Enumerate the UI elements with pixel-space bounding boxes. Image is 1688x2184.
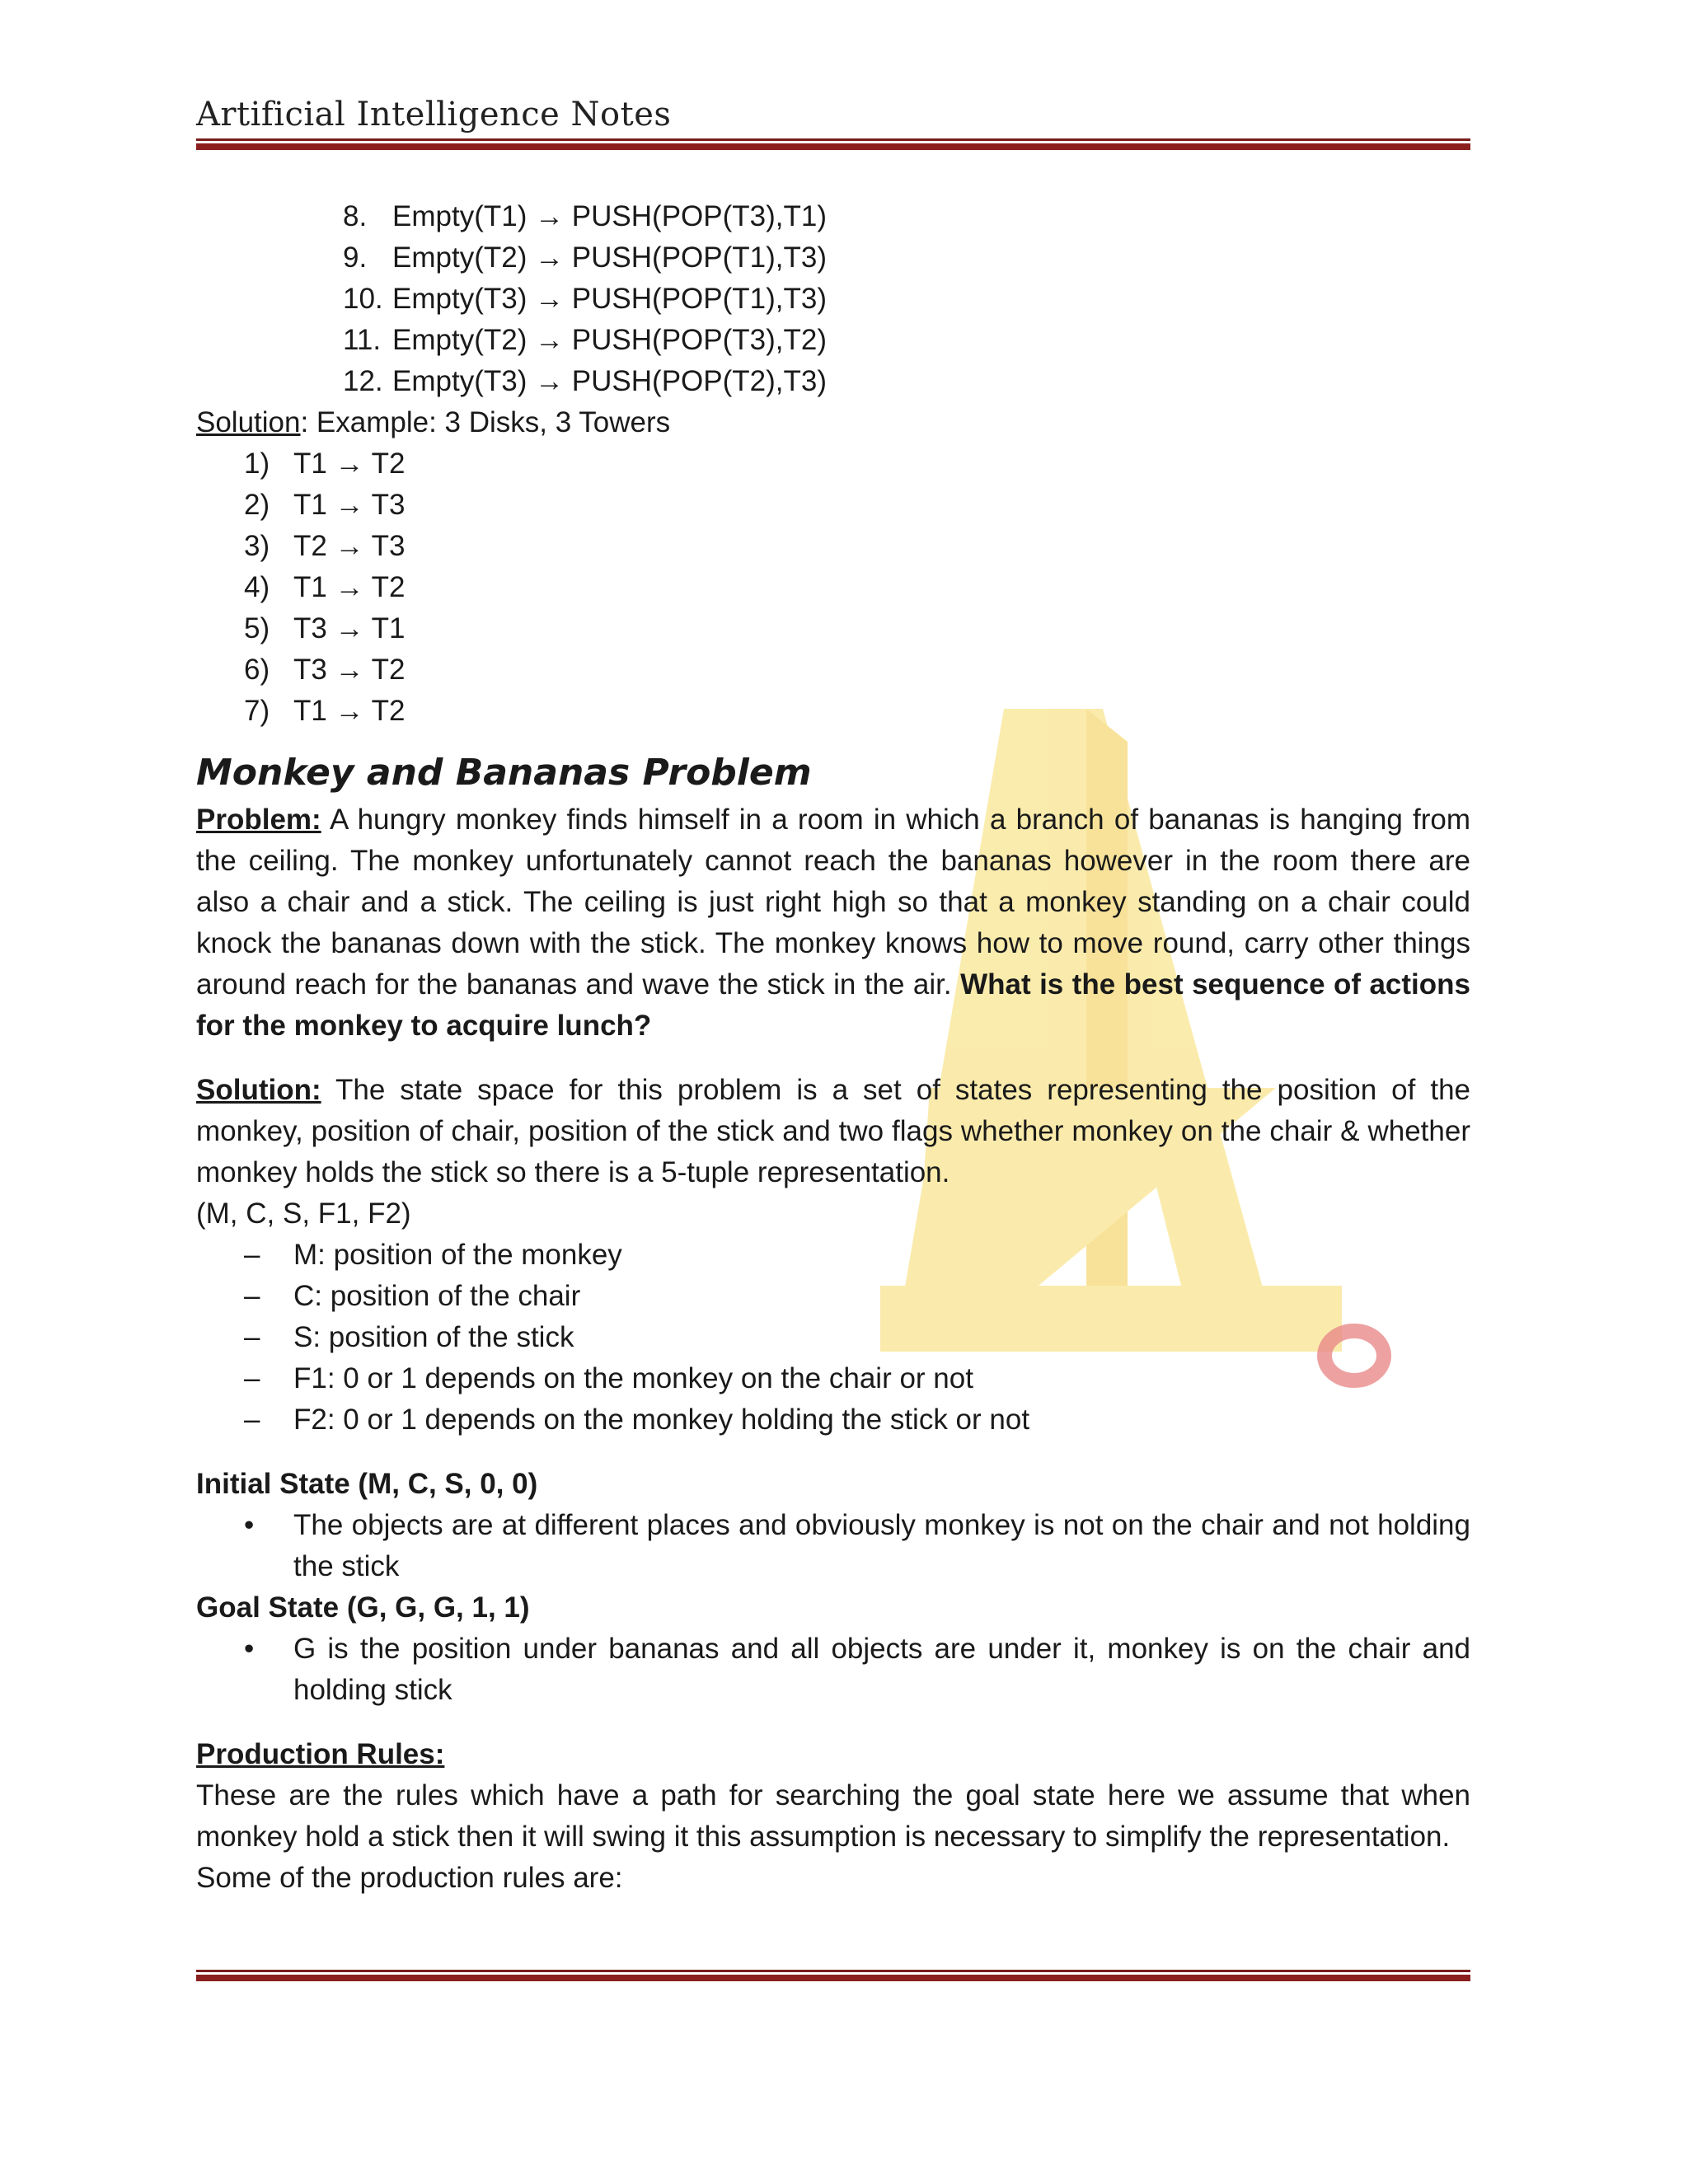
move-item: 7) T1 → T2: [244, 695, 406, 727]
solution-label-2: Solution:: [196, 1074, 321, 1106]
footer-rule: [196, 1970, 1470, 1981]
solution-text: The state space for this problem is a set of states representing the position of the monkey, position of chair, position of the stick and two flags whether monkey on the chair & whether monkey holds the stick so there is a 5-tuple representation.: [196, 1074, 1470, 1188]
moves-list: [196, 443, 1470, 732]
tuple-item: – C: position of the chair: [244, 1280, 581, 1312]
document-page: [196, 0, 1470, 2184]
problem-paragraph: [196, 799, 1470, 1047]
section-title: Monkey and Bananas Problem: [196, 752, 812, 794]
move-item: 4) T1 → T2: [244, 571, 406, 603]
problem-question: What is the best sequence of actions for the monkey to acquire lunch?: [196, 968, 1471, 1042]
solution-example-line: [196, 402, 1470, 443]
problem-text: A hungry monkey finds himself in a room in which a branch of bananas is hanging from the ceiling. The monkey unfortunately cannot reach the bananas however in the room there are also a chair and a stick. The ceiling is just right high so that a monkey standing on a chair could knock the bananas down with the stick. The monkey knows how to move round, carry other things around reach for the bananas and wave the stick in the air.: [196, 804, 1470, 1001]
production-rules-heading: Production Rules:: [196, 1738, 445, 1770]
rule-item: 9. Empty(T2) → PUSH(POP(T1),T3): [343, 241, 827, 274]
rules-list: [196, 196, 1470, 402]
solution-label: Solution: [196, 406, 301, 438]
tuple-item: – M: position of the monkey: [244, 1239, 622, 1271]
tuple-item: – F1: 0 or 1 depends on the monkey on the chair or not: [244, 1362, 973, 1394]
solution-paragraph: [196, 1070, 1470, 1193]
page-header-title: Artificial Intelligence Notes: [196, 96, 672, 134]
move-item: 1) T1 → T2: [244, 448, 406, 480]
initial-state-bullet: • The objects are at different places and obviously monkey is not on the chair and not holding the stick: [244, 1509, 1470, 1582]
rule-item: 11. Empty(T2) → PUSH(POP(T3),T2): [343, 324, 827, 356]
rule-item: 12. Empty(T3) → PUSH(POP(T2),T3): [343, 365, 827, 397]
move-item: 6) T3 → T2: [244, 654, 406, 686]
initial-state-heading: Initial State (M, C, S, 0, 0): [196, 1468, 538, 1500]
tuple-item: – F2: 0 or 1 depends on the monkey holding the stick or not: [244, 1404, 1030, 1436]
tuple-line: (M, C, S, F1, F2): [196, 1197, 411, 1230]
rule-item: 10. Empty(T3) → PUSH(POP(T1),T3): [343, 283, 827, 315]
header-rule: [196, 138, 1470, 150]
goal-state-bullet: • G is the position under bananas and all objects are under it, monkey is on the chair and holding stick: [244, 1633, 1470, 1706]
rule-item: 8. Empty(T1) → PUSH(POP(T3),T1): [343, 200, 827, 232]
production-rules-text: These are the rules which have a path for searching the goal state here we assume that when monkey hold a stick then it will swing it this assumption is necessary to simplify the representation.: [196, 1779, 1470, 1853]
production-rules-intro: Some of the production rules are:: [196, 1862, 623, 1894]
tuple-item: – S: position of the stick: [244, 1321, 574, 1353]
move-item: 2) T1 → T3: [244, 489, 406, 521]
move-item: 5) T3 → T1: [244, 612, 406, 644]
move-item: 3) T2 → T3: [244, 530, 406, 562]
main-content: [196, 196, 1470, 1899]
problem-label: Problem:: [196, 804, 321, 836]
solution-example-text: : Example: 3 Disks, 3 Towers: [300, 406, 671, 438]
tuple-items-list: [196, 1235, 1470, 1441]
goal-state-heading: Goal State (G, G, G, 1, 1): [196, 1591, 530, 1624]
